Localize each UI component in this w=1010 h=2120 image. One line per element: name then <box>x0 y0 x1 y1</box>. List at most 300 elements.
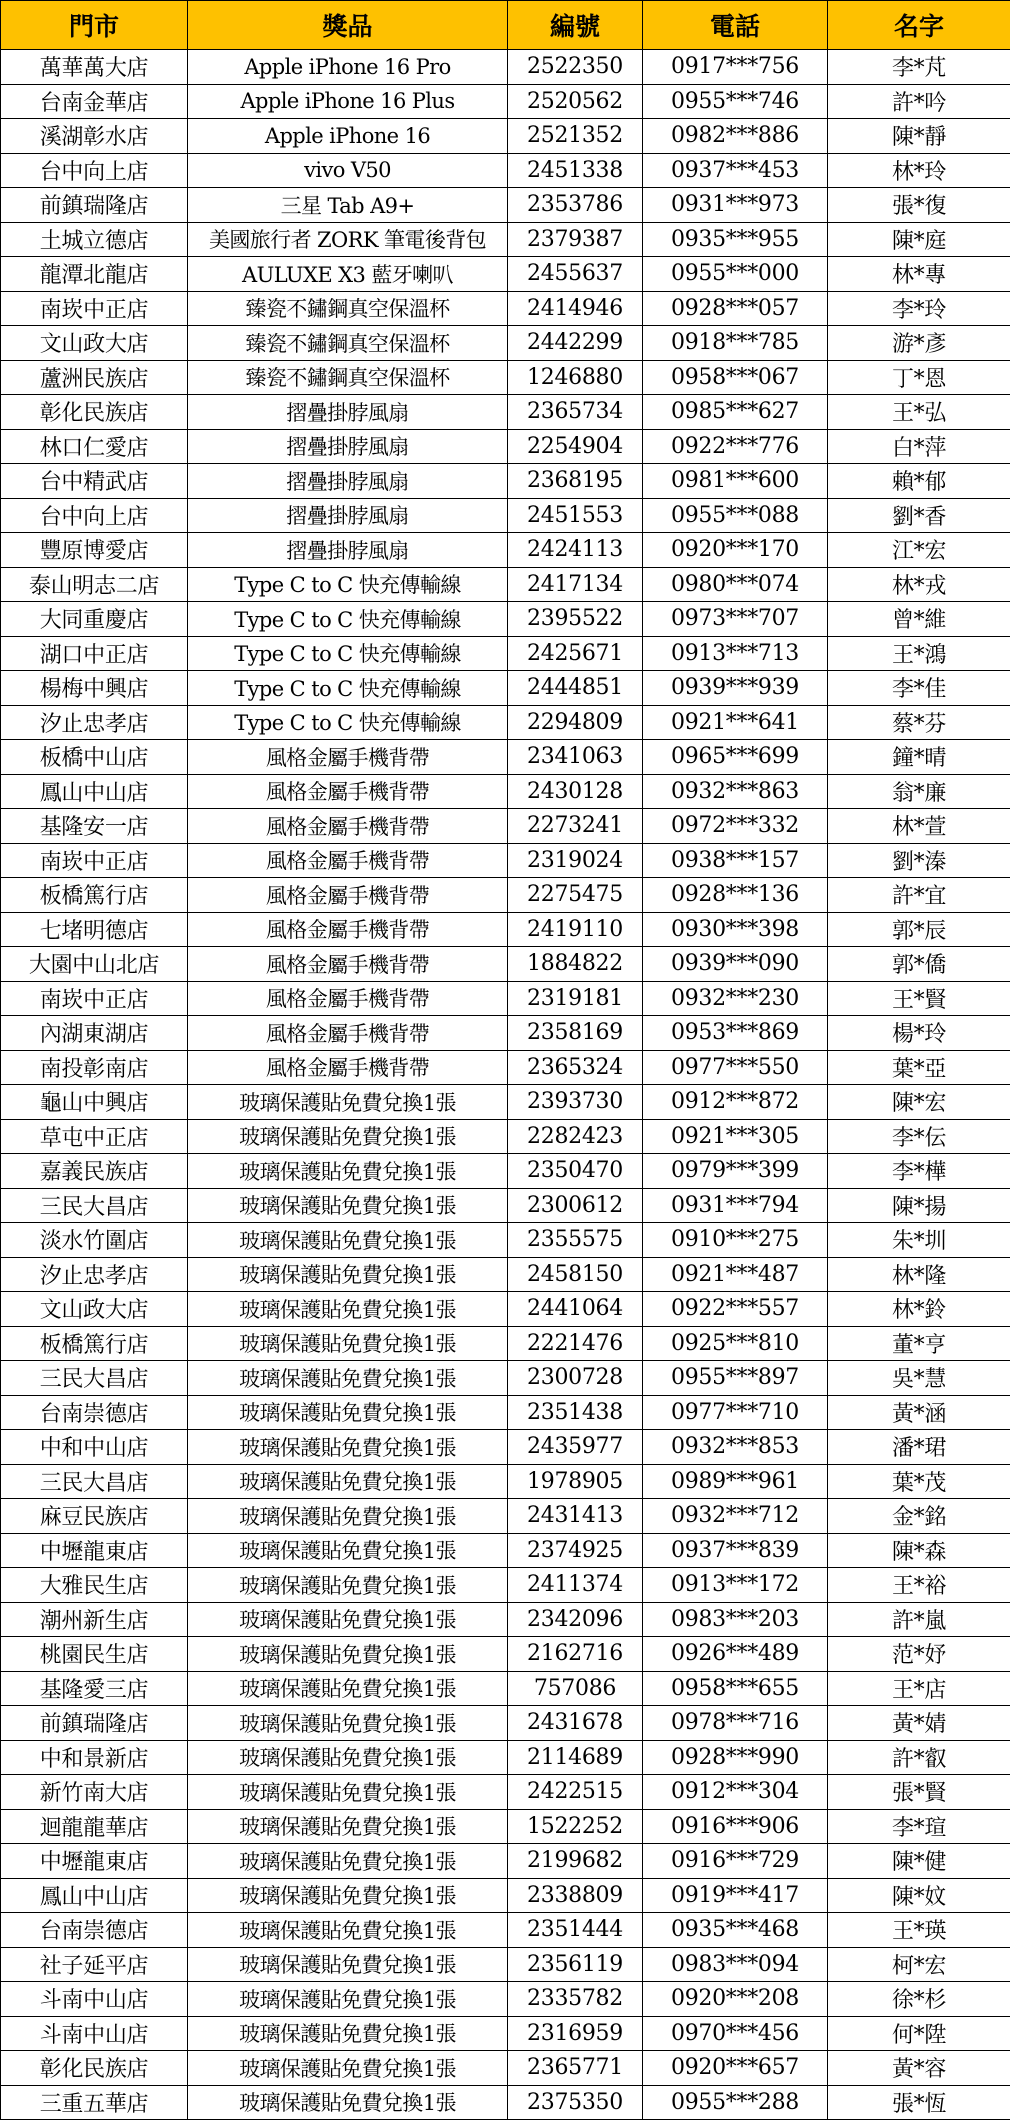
name-cell: 王*弘 <box>828 395 1010 430</box>
store-cell: 大同重慶店 <box>1 602 188 637</box>
prize-cell: 玻璃保護貼免費兌換1張 <box>188 1706 508 1741</box>
code-cell: 2342096 <box>508 1602 643 1637</box>
phone-cell: 0916***729 <box>643 1844 828 1879</box>
table-row <box>1 1223 1010 1258</box>
name-cell: 郭*僑 <box>828 947 1010 982</box>
code-cell: 2365324 <box>508 1050 643 1085</box>
table-row <box>1 360 1010 395</box>
code-cell: 2358169 <box>508 1016 643 1051</box>
code-cell: 2351438 <box>508 1395 643 1430</box>
code-cell: 2300612 <box>508 1188 643 1223</box>
prize-cell: 摺疊掛脖風扇 <box>188 395 508 430</box>
name-cell: 李*瑄 <box>828 1809 1010 1844</box>
prize-cell: 玻璃保護貼免費兌換1張 <box>188 1188 508 1223</box>
prize-cell: 玻璃保護貼免費兌換1張 <box>188 2051 508 2086</box>
phone-cell: 0983***203 <box>643 1602 828 1637</box>
phone-cell: 0932***853 <box>643 1430 828 1465</box>
phone-cell: 0981***600 <box>643 464 828 499</box>
store-cell: 桃園民生店 <box>1 1637 188 1672</box>
phone-cell: 0920***170 <box>643 533 828 568</box>
name-cell: 吳*慧 <box>828 1361 1010 1396</box>
table-row <box>1 1775 1010 1810</box>
store-cell: 七堵明德店 <box>1 912 188 947</box>
name-cell: 葉*茂 <box>828 1464 1010 1499</box>
phone-cell: 0939***939 <box>643 671 828 706</box>
name-cell: 林*玲 <box>828 153 1010 188</box>
prize-cell: 摺疊掛脖風扇 <box>188 429 508 464</box>
store-cell: 內湖東湖店 <box>1 1016 188 1051</box>
table-row <box>1 912 1010 947</box>
code-cell: 2254904 <box>508 429 643 464</box>
name-cell: 李*玲 <box>828 291 1010 326</box>
prize-cell: 玻璃保護貼免費兌換1張 <box>188 1775 508 1810</box>
table-row <box>1 1119 1010 1154</box>
code-cell: 2355575 <box>508 1223 643 1258</box>
phone-cell: 0937***839 <box>643 1533 828 1568</box>
store-cell: 汐止忠孝店 <box>1 1257 188 1292</box>
code-cell: 2441064 <box>508 1292 643 1327</box>
store-cell: 三民大昌店 <box>1 1361 188 1396</box>
code-cell: 2374925 <box>508 1533 643 1568</box>
name-cell: 李*伝 <box>828 1119 1010 1154</box>
phone-cell: 0932***712 <box>643 1499 828 1534</box>
code-cell: 2431413 <box>508 1499 643 1534</box>
phone-cell: 0979***399 <box>643 1154 828 1189</box>
store-cell: 湖口中正店 <box>1 636 188 671</box>
table-row <box>1 257 1010 292</box>
name-cell: 王*裕 <box>828 1568 1010 1603</box>
name-cell: 陳*宏 <box>828 1085 1010 1120</box>
phone-cell: 0922***557 <box>643 1292 828 1327</box>
store-cell: 汐止忠孝店 <box>1 705 188 740</box>
phone-cell: 0955***000 <box>643 257 828 292</box>
store-cell: 豐原博愛店 <box>1 533 188 568</box>
name-cell: 白*萍 <box>828 429 1010 464</box>
code-cell: 2444851 <box>508 671 643 706</box>
code-cell: 2521352 <box>508 119 643 154</box>
table-row <box>1 533 1010 568</box>
prize-cell: 玻璃保護貼免費兌換1張 <box>188 1878 508 1913</box>
store-cell: 文山政大店 <box>1 326 188 361</box>
store-cell: 中壢龍東店 <box>1 1844 188 1879</box>
store-cell: 南崁中正店 <box>1 981 188 1016</box>
table-row <box>1 222 1010 257</box>
phone-cell: 0921***487 <box>643 1257 828 1292</box>
code-cell: 2379387 <box>508 222 643 257</box>
store-cell: 麻豆民族店 <box>1 1499 188 1534</box>
phone-cell: 0913***172 <box>643 1568 828 1603</box>
name-cell: 陳*健 <box>828 1844 1010 1879</box>
table-row <box>1 1395 1010 1430</box>
store-cell: 南投彰南店 <box>1 1050 188 1085</box>
table-row <box>1 1430 1010 1465</box>
table-row <box>1 878 1010 913</box>
prize-cell: 玻璃保護貼免費兌換1張 <box>188 2085 508 2120</box>
store-cell: 淡水竹圍店 <box>1 1223 188 1258</box>
name-cell: 李*佳 <box>828 671 1010 706</box>
code-cell: 2425671 <box>508 636 643 671</box>
name-cell: 陳*靜 <box>828 119 1010 154</box>
code-cell: 1246880 <box>508 360 643 395</box>
name-cell: 江*宏 <box>828 533 1010 568</box>
prize-cell: 玻璃保護貼免費兌換1張 <box>188 1430 508 1465</box>
phone-cell: 0980***074 <box>643 567 828 602</box>
code-cell: 2273241 <box>508 809 643 844</box>
prize-cell: Apple iPhone 16 Pro <box>188 50 508 85</box>
header-prize: 獎品 <box>188 1 508 50</box>
store-cell: 台中向上店 <box>1 153 188 188</box>
code-cell: 2424113 <box>508 533 643 568</box>
table-row <box>1 1499 1010 1534</box>
store-cell: 大雅民生店 <box>1 1568 188 1603</box>
table-row <box>1 498 1010 533</box>
name-cell: 陳*庭 <box>828 222 1010 257</box>
prize-cell: 玻璃保護貼免費兌換1張 <box>188 1257 508 1292</box>
code-cell: 2411374 <box>508 1568 643 1603</box>
phone-cell: 0920***208 <box>643 1982 828 2017</box>
code-cell: 2275475 <box>508 878 643 913</box>
phone-cell: 0912***304 <box>643 1775 828 1810</box>
phone-cell: 0958***655 <box>643 1671 828 1706</box>
name-cell: 張*復 <box>828 188 1010 223</box>
code-cell: 2356119 <box>508 1947 643 1982</box>
phone-cell: 0918***785 <box>643 326 828 361</box>
phone-cell: 0977***550 <box>643 1050 828 1085</box>
phone-cell: 0937***453 <box>643 153 828 188</box>
table-row <box>1 464 1010 499</box>
code-cell: 1884822 <box>508 947 643 982</box>
table-row <box>1 395 1010 430</box>
header-code: 編號 <box>508 1 643 50</box>
store-cell: 萬華萬大店 <box>1 50 188 85</box>
code-cell: 2375350 <box>508 2085 643 2120</box>
store-cell: 土城立德店 <box>1 222 188 257</box>
code-cell: 2114689 <box>508 1740 643 1775</box>
prize-cell: 風格金屬手機背帶 <box>188 1050 508 1085</box>
prize-cell: 玻璃保護貼免費兌換1張 <box>188 1395 508 1430</box>
store-cell: 台南金華店 <box>1 84 188 119</box>
code-cell: 2351444 <box>508 1913 643 1948</box>
store-cell: 鳳山中山店 <box>1 1878 188 1913</box>
code-cell: 2319181 <box>508 981 643 1016</box>
table-row <box>1 705 1010 740</box>
name-cell: 陳*森 <box>828 1533 1010 1568</box>
store-cell: 彰化民族店 <box>1 395 188 430</box>
name-cell: 王*瑛 <box>828 1913 1010 1948</box>
prize-cell: 風格金屬手機背帶 <box>188 878 508 913</box>
table-row <box>1 843 1010 878</box>
prize-cell: 摺疊掛脖風扇 <box>188 464 508 499</box>
table-row <box>1 1292 1010 1327</box>
table-row <box>1 636 1010 671</box>
store-cell: 迴龍龍華店 <box>1 1809 188 1844</box>
prize-cell: 風格金屬手機背帶 <box>188 740 508 775</box>
table-row <box>1 1257 1010 1292</box>
code-cell: 2221476 <box>508 1326 643 1361</box>
name-cell: 徐*杉 <box>828 1982 1010 2017</box>
code-cell: 2422515 <box>508 1775 643 1810</box>
name-cell: 董*亨 <box>828 1326 1010 1361</box>
prize-cell: 玻璃保護貼免費兌換1張 <box>188 1568 508 1603</box>
name-cell: 何*陞 <box>828 2016 1010 2051</box>
code-cell: 2368195 <box>508 464 643 499</box>
code-cell: 2419110 <box>508 912 643 947</box>
phone-cell: 0965***699 <box>643 740 828 775</box>
phone-cell: 0928***136 <box>643 878 828 913</box>
phone-cell: 0925***810 <box>643 1326 828 1361</box>
prize-cell: 玻璃保護貼免費兌換1張 <box>188 1947 508 1982</box>
code-cell: 2199682 <box>508 1844 643 1879</box>
prize-cell: 美國旅行者 ZORK 筆電後背包 <box>188 222 508 257</box>
header-phone: 電話 <box>643 1 828 50</box>
store-cell: 三民大昌店 <box>1 1188 188 1223</box>
store-cell: 台中向上店 <box>1 498 188 533</box>
table-row <box>1 1154 1010 1189</box>
name-cell: 柯*宏 <box>828 1947 1010 1982</box>
code-cell: 2300728 <box>508 1361 643 1396</box>
store-cell: 南崁中正店 <box>1 291 188 326</box>
prize-cell: 玻璃保護貼免費兌換1張 <box>188 1637 508 1672</box>
prize-cell: 風格金屬手機背帶 <box>188 1016 508 1051</box>
phone-cell: 0931***794 <box>643 1188 828 1223</box>
code-cell: 2451553 <box>508 498 643 533</box>
prize-cell: AULUXE X3 藍牙喇叭 <box>188 257 508 292</box>
table-row <box>1 671 1010 706</box>
name-cell: 許*叡 <box>828 1740 1010 1775</box>
prize-cell: 玻璃保護貼免費兌換1張 <box>188 1602 508 1637</box>
prize-cell: 風格金屬手機背帶 <box>188 774 508 809</box>
phone-cell: 0920***657 <box>643 2051 828 2086</box>
table-row <box>1 947 1010 982</box>
store-cell: 鳳山中山店 <box>1 774 188 809</box>
store-cell: 板橋篤行店 <box>1 878 188 913</box>
name-cell: 郭*辰 <box>828 912 1010 947</box>
table-row <box>1 981 1010 1016</box>
prize-cell: 玻璃保護貼免費兌換1張 <box>188 1361 508 1396</box>
code-cell: 1522252 <box>508 1809 643 1844</box>
code-cell: 2520562 <box>508 84 643 119</box>
prize-cell: 玻璃保護貼免費兌換1張 <box>188 1913 508 1948</box>
prize-cell: 玻璃保護貼免費兌換1張 <box>188 1464 508 1499</box>
code-cell: 2341063 <box>508 740 643 775</box>
code-cell: 1978905 <box>508 1464 643 1499</box>
phone-cell: 0972***332 <box>643 809 828 844</box>
prize-cell: 三星 Tab A9+ <box>188 188 508 223</box>
prize-cell: Apple iPhone 16 <box>188 119 508 154</box>
name-cell: 鐘*晴 <box>828 740 1010 775</box>
name-cell: 蔡*芬 <box>828 705 1010 740</box>
name-cell: 葉*亞 <box>828 1050 1010 1085</box>
phone-cell: 0955***746 <box>643 84 828 119</box>
code-cell: 2442299 <box>508 326 643 361</box>
prize-cell: 風格金屬手機背帶 <box>188 947 508 982</box>
phone-cell: 0935***955 <box>643 222 828 257</box>
table-row <box>1 1637 1010 1672</box>
store-cell: 基隆愛三店 <box>1 1671 188 1706</box>
name-cell: 游*彥 <box>828 326 1010 361</box>
phone-cell: 0922***776 <box>643 429 828 464</box>
code-cell: 2522350 <box>508 50 643 85</box>
prize-cell: 玻璃保護貼免費兌換1張 <box>188 1499 508 1534</box>
store-cell: 前鎮瑞隆店 <box>1 1706 188 1741</box>
phone-cell: 0978***716 <box>643 1706 828 1741</box>
store-cell: 楊梅中興店 <box>1 671 188 706</box>
table-row <box>1 1844 1010 1879</box>
table-row <box>1 1602 1010 1637</box>
table-row <box>1 602 1010 637</box>
code-cell: 2350470 <box>508 1154 643 1189</box>
prize-cell: 玻璃保護貼免費兌換1張 <box>188 1085 508 1120</box>
store-cell: 三重五華店 <box>1 2085 188 2120</box>
phone-cell: 0953***869 <box>643 1016 828 1051</box>
prize-cell: 玻璃保護貼免費兌換1張 <box>188 1292 508 1327</box>
prize-cell: 玻璃保護貼免費兌換1張 <box>188 1119 508 1154</box>
store-cell: 板橋篤行店 <box>1 1326 188 1361</box>
code-cell: 2335782 <box>508 1982 643 2017</box>
store-cell: 文山政大店 <box>1 1292 188 1327</box>
phone-cell: 0973***707 <box>643 602 828 637</box>
prize-cell: Type C to C 快充傳輸線 <box>188 671 508 706</box>
phone-cell: 0977***710 <box>643 1395 828 1430</box>
table-row <box>1 740 1010 775</box>
name-cell: 王*賢 <box>828 981 1010 1016</box>
name-cell: 黃*涵 <box>828 1395 1010 1430</box>
store-cell: 潮州新生店 <box>1 1602 188 1637</box>
header-store: 門市 <box>1 1 188 50</box>
table-row <box>1 119 1010 154</box>
code-cell: 2455637 <box>508 257 643 292</box>
name-cell: 林*戎 <box>828 567 1010 602</box>
table-row <box>1 1464 1010 1499</box>
store-cell: 三民大昌店 <box>1 1464 188 1499</box>
name-cell: 林*隆 <box>828 1257 1010 1292</box>
table-row <box>1 1982 1010 2017</box>
name-cell: 金*銘 <box>828 1499 1010 1534</box>
name-cell: 范*妤 <box>828 1637 1010 1672</box>
name-cell: 丁*恩 <box>828 360 1010 395</box>
store-cell: 社子延平店 <box>1 1947 188 1982</box>
phone-cell: 0928***057 <box>643 291 828 326</box>
table-row <box>1 84 1010 119</box>
table-row <box>1 1740 1010 1775</box>
store-cell: 大園中山北店 <box>1 947 188 982</box>
store-cell: 斗南中山店 <box>1 2016 188 2051</box>
phone-cell: 0938***157 <box>643 843 828 878</box>
prize-cell: Type C to C 快充傳輸線 <box>188 602 508 637</box>
store-cell: 中壢龍東店 <box>1 1533 188 1568</box>
phone-cell: 0932***230 <box>643 981 828 1016</box>
prize-cell: 風格金屬手機背帶 <box>188 843 508 878</box>
name-cell: 翁*廉 <box>828 774 1010 809</box>
table-row <box>1 1809 1010 1844</box>
code-cell: 2162716 <box>508 1637 643 1672</box>
phone-cell: 0982***886 <box>643 119 828 154</box>
store-cell: 草屯中正店 <box>1 1119 188 1154</box>
header-row <box>1 1 1010 50</box>
code-cell: 2316959 <box>508 2016 643 2051</box>
prize-cell: 玻璃保護貼免費兌換1張 <box>188 1223 508 1258</box>
code-cell: 757086 <box>508 1671 643 1706</box>
store-cell: 台南崇德店 <box>1 1395 188 1430</box>
store-cell: 泰山明志二店 <box>1 567 188 602</box>
name-cell: 曾*維 <box>828 602 1010 637</box>
store-cell: 基隆安一店 <box>1 809 188 844</box>
table-row <box>1 1361 1010 1396</box>
table-row <box>1 1533 1010 1568</box>
prize-cell: 風格金屬手機背帶 <box>188 809 508 844</box>
table-row <box>1 1706 1010 1741</box>
phone-cell: 0910***275 <box>643 1223 828 1258</box>
prize-cell: Type C to C 快充傳輸線 <box>188 636 508 671</box>
prize-cell: 臻瓷不鏽鋼真空保溫杯 <box>188 326 508 361</box>
code-cell: 2319024 <box>508 843 643 878</box>
code-cell: 2353786 <box>508 188 643 223</box>
phone-cell: 0955***897 <box>643 1361 828 1396</box>
store-cell: 中和中山店 <box>1 1430 188 1465</box>
code-cell: 2458150 <box>508 1257 643 1292</box>
table-row <box>1 1671 1010 1706</box>
name-cell: 張*恆 <box>828 2085 1010 2120</box>
code-cell: 2431678 <box>508 1706 643 1741</box>
table-row <box>1 1016 1010 1051</box>
phone-cell: 0989***961 <box>643 1464 828 1499</box>
code-cell: 2414946 <box>508 291 643 326</box>
phone-cell: 0912***872 <box>643 1085 828 1120</box>
code-cell: 2393730 <box>508 1085 643 1120</box>
code-cell: 2365734 <box>508 395 643 430</box>
phone-cell: 0930***398 <box>643 912 828 947</box>
name-cell: 楊*玲 <box>828 1016 1010 1051</box>
header-name: 名字 <box>828 1 1010 50</box>
name-cell: 林*萱 <box>828 809 1010 844</box>
prize-cell: Apple iPhone 16 Plus <box>188 84 508 119</box>
code-cell: 2430128 <box>508 774 643 809</box>
prize-cell: 玻璃保護貼免費兌換1張 <box>188 1326 508 1361</box>
name-cell: 王*店 <box>828 1671 1010 1706</box>
prize-cell: 玻璃保護貼免費兌換1張 <box>188 1671 508 1706</box>
table-row <box>1 50 1010 85</box>
table-row <box>1 1085 1010 1120</box>
table-row <box>1 291 1010 326</box>
table-row <box>1 1568 1010 1603</box>
table-row <box>1 809 1010 844</box>
store-cell: 前鎮瑞隆店 <box>1 188 188 223</box>
store-cell: 嘉義民族店 <box>1 1154 188 1189</box>
table-row <box>1 1947 1010 1982</box>
prize-cell: 摺疊掛脖風扇 <box>188 533 508 568</box>
table-row <box>1 1188 1010 1223</box>
phone-cell: 0926***489 <box>643 1637 828 1672</box>
table-row <box>1 774 1010 809</box>
table-row <box>1 1050 1010 1085</box>
name-cell: 賴*郁 <box>828 464 1010 499</box>
phone-cell: 0931***973 <box>643 188 828 223</box>
name-cell: 朱*圳 <box>828 1223 1010 1258</box>
table-row <box>1 2016 1010 2051</box>
prize-cell: 玻璃保護貼免費兌換1張 <box>188 2016 508 2051</box>
prize-cell: 摺疊掛脖風扇 <box>188 498 508 533</box>
phone-cell: 0932***863 <box>643 774 828 809</box>
table-row <box>1 188 1010 223</box>
code-cell: 2365771 <box>508 2051 643 2086</box>
name-cell: 李*芃 <box>828 50 1010 85</box>
table-row <box>1 429 1010 464</box>
store-cell: 彰化民族店 <box>1 2051 188 2086</box>
name-cell: 黃*容 <box>828 2051 1010 2086</box>
store-cell: 板橋中山店 <box>1 740 188 775</box>
prize-cell: 玻璃保護貼免費兌換1張 <box>188 1809 508 1844</box>
code-cell: 2451338 <box>508 153 643 188</box>
